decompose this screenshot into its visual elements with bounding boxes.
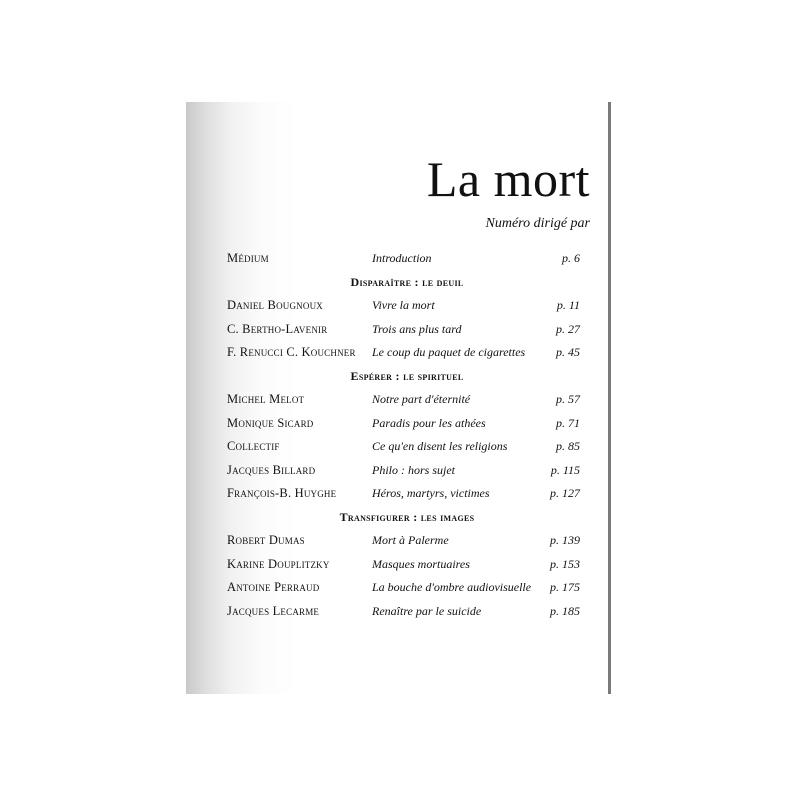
entry-author: Jacques Lecarme: [227, 604, 320, 618]
entry-article: Mort à Palerme: [372, 533, 449, 547]
entry-page: p. 175: [550, 580, 580, 594]
entry-page: p. 127: [550, 486, 580, 500]
entry-article: Renaître par le suicide: [372, 604, 482, 618]
entry-author: C. Bertho-Lavenir: [227, 322, 328, 336]
toc-entry: [186, 486, 608, 504]
entry-author: François-B. Huyghe: [227, 486, 337, 500]
entry-article: La bouche d'ombre audiovisuelle: [372, 580, 532, 594]
subtitle: Numéro dirigé par: [485, 216, 590, 231]
entry-author: Antoine Perraud: [227, 580, 320, 594]
entry-author: Jacques Billard: [227, 463, 316, 477]
entry-page: p. 45: [556, 345, 580, 359]
toc-entry: [186, 463, 608, 481]
section-heading: Espérer : le spirituel: [350, 369, 464, 383]
entry-page: p. 185: [550, 604, 580, 618]
toc-entry: [186, 392, 608, 410]
page-edge: [608, 102, 611, 694]
entry-author: Michel Melot: [227, 392, 305, 406]
section-heading: Transfigurer : les images: [339, 510, 475, 524]
entry-page: p. 115: [550, 463, 580, 477]
toc-entry: [186, 298, 608, 316]
toc-entry: [186, 557, 608, 575]
entry-article: Ce qu'en disent les religions: [372, 439, 508, 453]
entry-article: Vivre la mort: [372, 298, 435, 312]
entry-page: p. 85: [556, 439, 580, 453]
entry-author: Robert Dumas: [227, 533, 305, 547]
toc-entry: [186, 416, 608, 434]
entry-page: p. 139: [550, 533, 580, 547]
toc-entry: [186, 322, 608, 340]
entry-page: p. 153: [550, 557, 580, 571]
toc-entry: [186, 251, 608, 269]
entry-article: Trois ans plus tard: [372, 322, 462, 336]
entry-article: Masques mortuaires: [372, 557, 470, 571]
toc-entry: [186, 604, 608, 622]
entry-author: Collectif: [227, 439, 280, 453]
entry-page: p. 27: [556, 322, 580, 336]
toc-entry: [186, 439, 608, 457]
entry-author: Médium: [227, 251, 269, 265]
entry-author: Daniel Bougnoux: [227, 298, 323, 312]
entry-author: Karine Douplitzky: [227, 557, 330, 571]
page-title: La mort: [426, 151, 590, 207]
entry-page: p. 71: [556, 416, 580, 430]
entry-article: Le coup du paquet de cigarettes: [372, 345, 526, 359]
section-heading: Disparaître : le deuil: [350, 275, 464, 289]
entry-article: Notre part d'éternité: [372, 392, 471, 406]
entry-page: p. 57: [556, 392, 580, 406]
entry-article: Philo : hors sujet: [372, 463, 455, 477]
entry-page: p. 6: [562, 251, 580, 265]
entry-article: Paradis pour les athées: [372, 416, 486, 430]
entry-page: p. 11: [556, 298, 580, 312]
entry-author: F. Renucci C. Kouchner: [227, 345, 356, 359]
entry-author: Monique Sicard: [227, 416, 314, 430]
toc-entry: [186, 580, 608, 598]
toc-entry: [186, 533, 608, 551]
toc-entry: [186, 345, 608, 363]
book-page: [186, 102, 608, 694]
entry-article: Héros, martyrs, victimes: [372, 486, 490, 500]
entry-article: Introduction: [372, 251, 432, 265]
